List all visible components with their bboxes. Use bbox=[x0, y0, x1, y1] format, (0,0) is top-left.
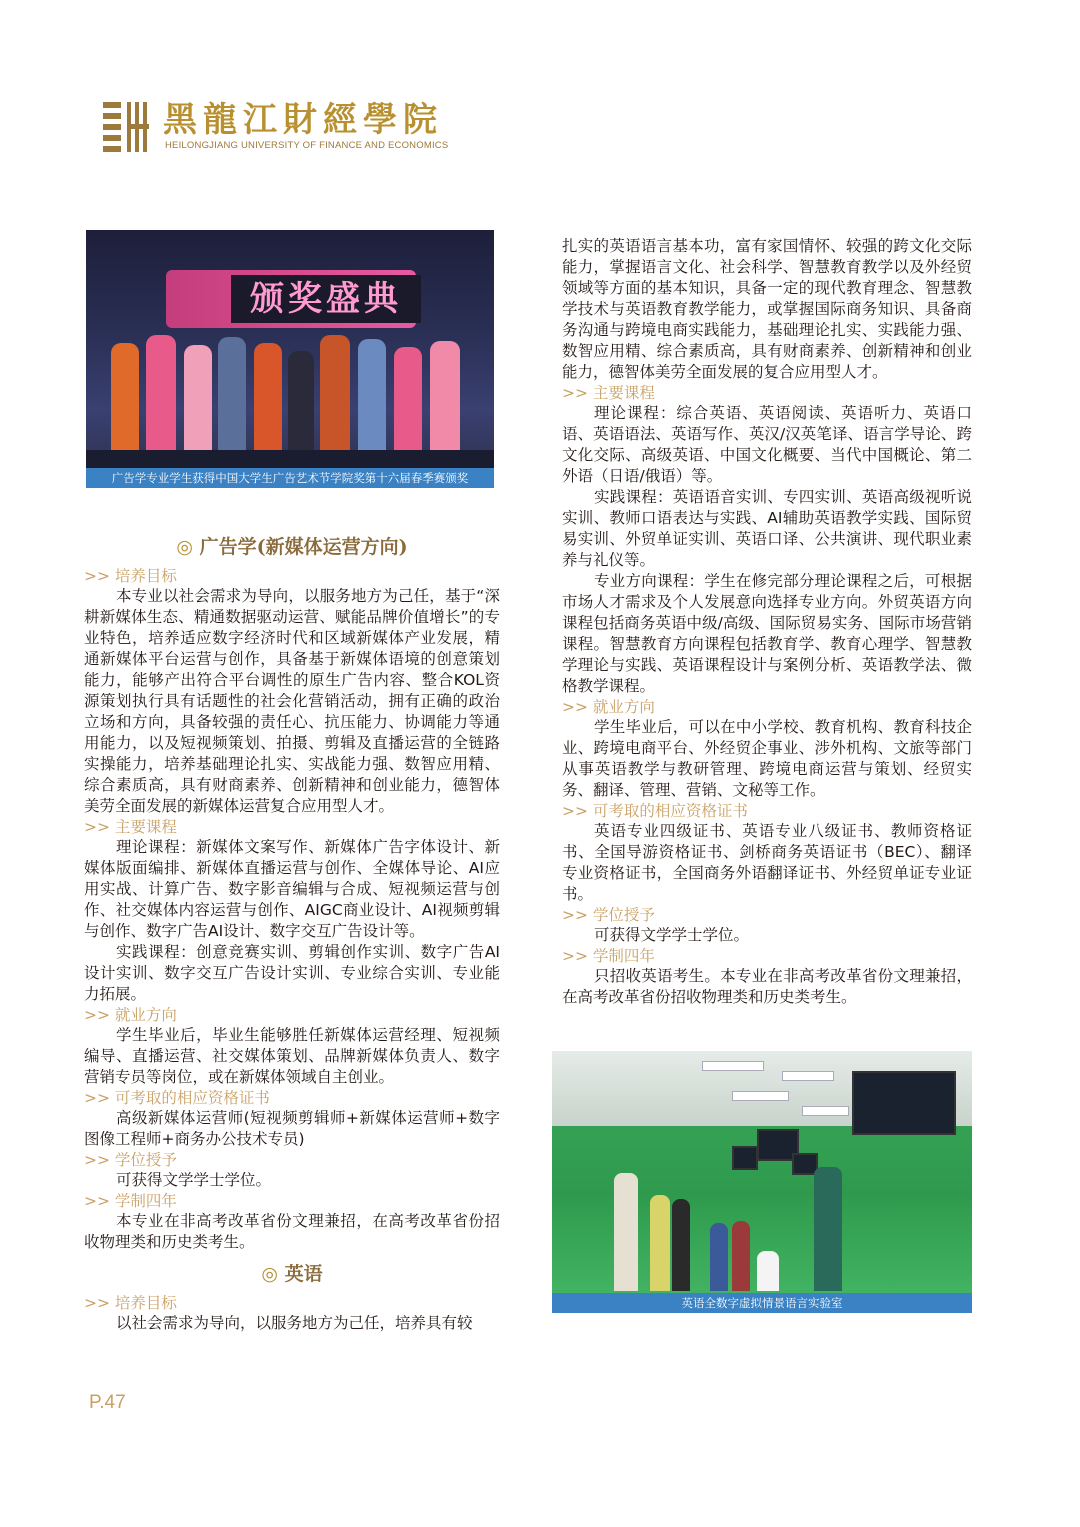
student-figure bbox=[650, 1195, 670, 1291]
subhead-degree: >> 学位授予 bbox=[84, 1151, 177, 1169]
ceiling-light bbox=[732, 1091, 789, 1101]
left-column bbox=[84, 528, 500, 1334]
award-banner-text: 颁奖盛典 bbox=[231, 275, 421, 323]
display-screen bbox=[732, 1146, 758, 1170]
student-figure bbox=[672, 1199, 690, 1291]
goal-paragraph-continued: 扎实的英语语言基本功，富有家国情怀、较强的跨文化交际能力，掌握语言文化、社会科学、智慧教育教学以及外经贸领域等方面的基本知识，具备一定的现代教育理念、智慧教学技术与英语教育教学能力，或掌握国际商务知识、具备商务沟通与跨境电商实践能力，基础理论扎实、实践能力强、数智应用精、综合素质高，具有财商素养、创新精神和创业能力，德智体美劳全面发展的复合应用型人才。 bbox=[562, 237, 972, 381]
subhead-certificates: >> 可考取的相应资格证书 bbox=[84, 1089, 270, 1107]
subhead-courses: >> 主要课程 bbox=[84, 818, 177, 836]
language-lab-photo bbox=[552, 1051, 972, 1313]
subhead-years: >> 学制四年 bbox=[562, 947, 655, 965]
ceiling-light bbox=[802, 1106, 849, 1116]
school-name-en: HEILONGJIANG UNIVERSITY OF FINANCE AND ECONOMICS bbox=[165, 140, 449, 151]
section-title-advertising bbox=[84, 534, 500, 560]
career-paragraph: 学生毕业后，毕业生能够胜任新媒体运营经理、短视频编导、直播运营、社交媒体策划、品牌新媒体负责人、数字营销专员等岗位，或在新媒体领域自主创业。 bbox=[84, 1026, 500, 1086]
student-figure bbox=[732, 1221, 750, 1291]
right-column bbox=[562, 236, 972, 1008]
photo-caption: 英语全数字虚拟情景语言实验室 bbox=[552, 1293, 972, 1313]
direction-courses: 专业方向课程：学生在修完部分理论课程之后，可根据市场人才需求及个人发展意向选择专业方向。外贸英语方向课程包括商务英语中级/高级、国际贸易实务、国际市场营销课程。智慧教育方向课程包括教育学、教育心理学、智慧教学理论与实践、英语课程设计与案例分析、英语教学法、微格教学课程。 bbox=[562, 572, 972, 695]
degree-paragraph: 可获得文学学士学位。 bbox=[594, 926, 750, 944]
display-screen bbox=[852, 1071, 956, 1135]
circle-bullet-icon: ◎ bbox=[261, 1263, 285, 1285]
subhead-degree: >> 学位授予 bbox=[562, 906, 655, 924]
student-figure bbox=[614, 1173, 638, 1291]
degree-paragraph: 可获得文学学士学位。 bbox=[116, 1171, 272, 1189]
ceiling-light bbox=[782, 1071, 834, 1081]
ceiling-light bbox=[702, 1061, 764, 1071]
section-title-text: 英语 bbox=[284, 1263, 323, 1285]
students-group bbox=[106, 335, 476, 455]
theory-courses: 理论课程：综合英语、英语阅读、英语听力、英语口语、英语语法、英语写作、英汉/汉英笔译、语言学导论、跨文化交际、高级英语、中国文化概要、当代中国概论、第二外语（日语/俄语）等。 bbox=[562, 404, 972, 485]
whiteboard bbox=[757, 1251, 779, 1291]
theory-courses: 理论课程：新媒体文案写作、新媒体广告字体设计、新媒体版面编排、新媒体直播运营与创作、全媒体导论、AI应用实战、计算广告、数字影音编辑与合成、短视频运营与创作、社交媒体内容运营与创作、AIGC商业设计、AI视频剪辑与创作、数字广告AI设计、数字交互广告设计等。 bbox=[84, 838, 500, 940]
certificate-paragraph: 高级新媒体运营师(短视频剪辑师+新媒体运营师+数字图像工程师+商务办公技术专员) bbox=[84, 1109, 500, 1148]
school-emblem-icon bbox=[103, 102, 153, 152]
goal-paragraph: 本专业以社会需求为导向，以服务地方为己任，基于“深耕新媒体生态、精通数据驱动运营、赋能品牌价值增长”的专业特色，培养适应数字经济时代和区域新媒体产业发展，精通新媒体平台运营与创作，具备基于新媒体语境的创意策划能力，能够产出符合平台调性的原生广告内容、整合KOL资源策划执行具有话题性的社会化营销活动，拥有正确的政治立场和方向，具备较强的责任心、抗压能力、协调能力等通用能力，以及短视频策划、拍摄、剪辑及直播运营的全链路实操能力，培养基础理论扎实、实战能力强、数智应用精、综合素质高，具有财商素养、创新精神和创业能力，德智体美劳全面发展的新媒体运营复合应用型人才。 bbox=[84, 587, 500, 815]
subhead-career: >> 就业方向 bbox=[562, 698, 655, 716]
stage-floor bbox=[86, 450, 494, 468]
school-logo bbox=[103, 100, 453, 160]
award-ceremony-photo bbox=[86, 230, 494, 488]
practice-courses: 实践课程：英语语音实训、专四实训、英语高级视听说实训、教师口语表达与实践、AI辅助英语教学实践、国际贸易实训、外贸单证实训、英语口译、公共演讲、现代职业素养与礼仪等。 bbox=[562, 488, 972, 569]
subhead-years: >> 学制四年 bbox=[84, 1192, 177, 1210]
subhead-goal: >> 培养目标 bbox=[84, 1294, 177, 1312]
school-name-cn: 黑龍江財經學院 bbox=[163, 100, 443, 140]
section-title-english bbox=[84, 1261, 500, 1287]
page-number: P.47 bbox=[89, 1392, 126, 1413]
section-title-text: 广告学(新媒体运营方向) bbox=[199, 536, 408, 558]
practice-courses: 实践课程：创意竞赛实训、剪辑创作实训、数字广告AI设计实训、数字交互广告设计实训、专业综合实训、专业能力拓展。 bbox=[84, 943, 500, 1003]
certificate-paragraph: 英语专业四级证书、英语专业八级证书、教师资格证书、全国导游资格证书、剑桥商务英语证书（BEC）、翻译专业资格证书，全国商务外语翻译证书、外经贸单证专业证书。 bbox=[562, 822, 972, 903]
years-paragraph: 本专业在非高考改革省份文理兼招，在高考改革省份招收物理类和历史类考生。 bbox=[84, 1212, 500, 1251]
years-paragraph: 只招收英语考生。本专业在非高考改革省份文理兼招，在高考改革省份招收物理类和历史类考生。 bbox=[562, 967, 972, 1006]
student-figure bbox=[814, 1167, 842, 1291]
subhead-career: >> 就业方向 bbox=[84, 1006, 177, 1024]
subhead-goal: >> 培养目标 bbox=[84, 567, 177, 585]
photo-caption: 广告学专业学生获得中国大学生广告艺术节学院奖第十六届春季赛颁奖 bbox=[86, 468, 494, 488]
subhead-certificates: >> 可考取的相应资格证书 bbox=[562, 802, 748, 820]
subhead-courses: >> 主要课程 bbox=[562, 384, 655, 402]
career-paragraph: 学生毕业后，可以在中小学校、教育机构、教育科技企业、跨境电商平台、外经贸企事业、涉外机构、文旅等部门从事英语教学与教研管理、跨境电商运营与策划、经贸实务、翻译、管理、营销、文秘等工作。 bbox=[562, 718, 972, 799]
goal-paragraph-start: 以社会需求为导向，以服务地方为己任，培养具有较 bbox=[116, 1314, 473, 1332]
circle-bullet-icon: ◎ bbox=[176, 536, 200, 558]
student-figure bbox=[710, 1223, 728, 1291]
